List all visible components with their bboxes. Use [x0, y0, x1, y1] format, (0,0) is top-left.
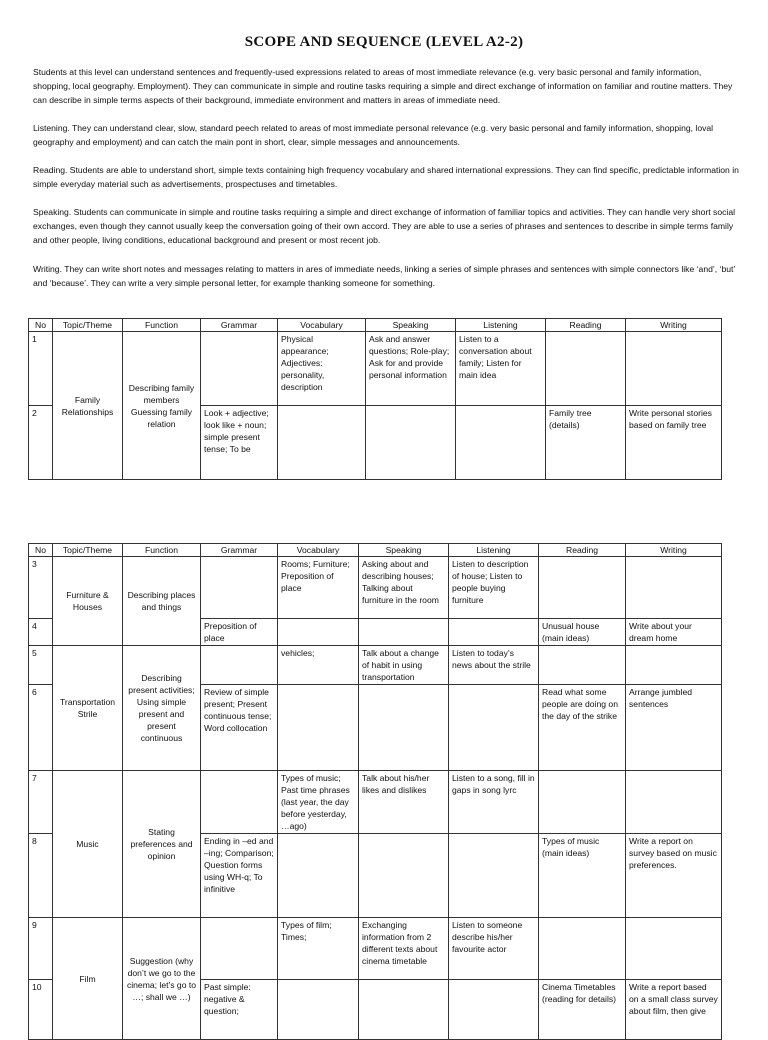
document-title: SCOPE AND SEQUENCE (LEVEL A2-2) [244, 34, 524, 50]
writing-cell: Write personal stories based on family tree [626, 406, 722, 480]
speaking-cell: Exchanging information from 2 different texts about cinema timetable [359, 918, 449, 980]
header-function: Function [123, 319, 201, 332]
reading-cell [539, 918, 626, 980]
grammar-cell [201, 332, 278, 406]
speaking-cell [359, 834, 449, 918]
intro-paragraph: Students at this level can understand sentences and frequently-used expressions related to areas of most immediate relevance (e.g. very basic personal and family information, shopping, local geography. Employment). They can communicate in simple and routine tasks requiring a simple and direct exchange of information on familiar and routine matters. They can describe in simple terms aspects of their background, immediate environment and matters in areas of immediate need. [33, 67, 733, 105]
speaking-paragraph: Speaking. Students can communicate in simple and routine tasks requiring a simple and direct exchange of information of familiar topics and activities. They can handle very short social exchanges, even though they cannot usually keep the conversation going of their own accord. They are able to use a series of phrases and sentences to describe in simple terms family and other people, living conditions, educational background and present or most recent job. [33, 207, 736, 245]
writing-cell: Write a report based on a small class survey about film, then give [626, 980, 722, 1040]
header-no: No [29, 319, 53, 332]
grammar-cell: Past simple: negative & question; [201, 980, 278, 1040]
header-speaking: Speaking [366, 319, 456, 332]
table-row [29, 332, 722, 406]
speaking-cell [359, 980, 449, 1040]
row-number: 6 [29, 685, 53, 771]
listening-cell: Listen to description of house; Listen to people buying furniture [449, 557, 539, 619]
listening-cell: Listen to a song, fill in gaps in song lyrc [449, 771, 539, 834]
listening-cell: Listen to someone describe his/her favourite actor [449, 918, 539, 980]
grammar-cell: Look + adjective; look like + noun; simple present tense; To be [201, 406, 278, 480]
reading-cell: Family tree (details) [546, 406, 626, 480]
listening-cell [449, 685, 539, 771]
grammar-cell [201, 646, 278, 685]
header-vocabulary: Vocabulary [278, 544, 359, 557]
writing-cell: Write about your dream home [626, 619, 722, 646]
row-number: 9 [29, 918, 53, 980]
header-grammar: Grammar [201, 544, 278, 557]
scope-table-2 [28, 543, 722, 1040]
row-number: 8 [29, 834, 53, 918]
row-number: 1 [29, 332, 53, 406]
function-cell: Suggestion (why don’t we go to the cinema; let’s go to …; shall we …) [123, 918, 201, 1040]
writing-cell [626, 771, 722, 834]
reading-cell [539, 557, 626, 619]
header-grammar: Grammar [201, 319, 278, 332]
topic-cell: Furniture & Houses [53, 557, 123, 646]
vocabulary-cell: Types of music; Past time phrases (last year, the day before yesterday, …ago) [278, 771, 359, 834]
reading-cell: Read what some people are doing on the day of the strike [539, 685, 626, 771]
reading-paragraph: Reading. Students are able to understand short, simple texts containing high frequency vocabulary and shared international expressions. They can find specific, predictable information in simple everyday material such as advertisements, prospectuses and timetables. [33, 165, 739, 189]
vocabulary-cell [278, 834, 359, 918]
table-row [29, 557, 722, 619]
header-no: No [29, 544, 53, 557]
grammar-cell: Preposition of place [201, 619, 278, 646]
table-row [29, 646, 722, 685]
reading-cell [539, 646, 626, 685]
header-function: Function [123, 544, 201, 557]
header-listening: Listening [449, 544, 539, 557]
writing-cell [626, 646, 722, 685]
table-row [29, 918, 722, 980]
speaking-cell [359, 619, 449, 646]
speaking-cell: Asking about and describing houses; Talking about furniture in the room [359, 557, 449, 619]
listening-cell [449, 619, 539, 646]
vocabulary-cell: Physical appearance; Adjectives: personality, description [278, 332, 366, 406]
scope-table-1 [28, 318, 722, 480]
function-cell: Describing family members Guessing family relation [123, 332, 201, 480]
reading-cell: Unusual house (main ideas) [539, 619, 626, 646]
row-number: 3 [29, 557, 53, 619]
row-number: 4 [29, 619, 53, 646]
header-reading: Reading [539, 544, 626, 557]
row-number: 7 [29, 771, 53, 834]
listening-cell [456, 406, 546, 480]
vocabulary-cell: vehicles; [278, 646, 359, 685]
vocabulary-cell [278, 685, 359, 771]
vocabulary-cell [278, 406, 366, 480]
listening-paragraph: Listening. They can understand clear, slow, standard peech related to areas of most immediate personal relevance (e.g. very basic personal and family information, shopping, loval geography and employment) and can catch the main pont in short, clear, simple messages and announcements. [33, 123, 714, 147]
topic-cell: Music [53, 771, 123, 918]
vocabulary-cell [278, 619, 359, 646]
header-speaking: Speaking [359, 544, 449, 557]
speaking-cell [366, 406, 456, 480]
speaking-cell: Talk about a change of habit in using transportation [359, 646, 449, 685]
function-cell: Describing places and things [123, 557, 201, 646]
grammar-cell [201, 918, 278, 980]
table-header-row [29, 319, 722, 332]
header-writing: Writing [626, 544, 722, 557]
reading-cell [539, 771, 626, 834]
header-vocabulary: Vocabulary [278, 319, 366, 332]
topic-cell: Family Relationships [53, 332, 123, 480]
writing-cell [626, 918, 722, 980]
header-reading: Reading [546, 319, 626, 332]
writing-paragraph: Writing. They can write short notes and messages relating to matters in ares of immediate needs, linking a series of simple phrases and sentences with simple connectors like ‘and’, ‘but’ and ‘because’. They can write a very simple personal letter, for example thanking someone for something. [33, 264, 736, 288]
function-cell: Stating preferences and opinion [123, 771, 201, 918]
function-cell: Describing present activities; Using simple present and present continuous [123, 646, 201, 771]
reading-cell: Cinema Timetables (reading for details) [539, 980, 626, 1040]
row-number: 10 [29, 980, 53, 1040]
table-row [29, 771, 722, 834]
grammar-cell: Review of simple present; Present continuous tense; Word collocation [201, 685, 278, 771]
speaking-cell: Talk about his/her likes and dislikes [359, 771, 449, 834]
header-listening: Listening [456, 319, 546, 332]
speaking-cell [359, 685, 449, 771]
table-header-row [29, 544, 722, 557]
reading-cell: Types of music (main ideas) [539, 834, 626, 918]
speaking-cell: Ask and answer questions; Role-play; Ask for and provide personal information [366, 332, 456, 406]
topic-cell: Transportation Strile [53, 646, 123, 771]
header-topic: Topic/Theme [53, 319, 123, 332]
writing-cell [626, 332, 722, 406]
row-number: 5 [29, 646, 53, 685]
header-writing: Writing [626, 319, 722, 332]
reading-cell [546, 332, 626, 406]
listening-cell [449, 834, 539, 918]
listening-cell [449, 980, 539, 1040]
writing-cell: Arrange jumbled sentences [626, 685, 722, 771]
vocabulary-cell: Types of film; Times; [278, 918, 359, 980]
grammar-cell: Ending in –ed and –ing; Comparison; Question forms using WH-q; To infinitive [201, 834, 278, 918]
vocabulary-cell [278, 980, 359, 1040]
grammar-cell [201, 557, 278, 619]
header-topic: Topic/Theme [53, 544, 123, 557]
grammar-cell [201, 771, 278, 834]
vocabulary-cell: Rooms; Furniture; Preposition of place [278, 557, 359, 619]
listening-cell: Listen to today’s news about the strile [449, 646, 539, 685]
topic-cell: Film [53, 918, 123, 1040]
listening-cell: Listen to a conversation about family; Listen for main idea [456, 332, 546, 406]
writing-cell [626, 557, 722, 619]
writing-cell: Write a report on survey based on music preferences. [626, 834, 722, 918]
row-number: 2 [29, 406, 53, 480]
